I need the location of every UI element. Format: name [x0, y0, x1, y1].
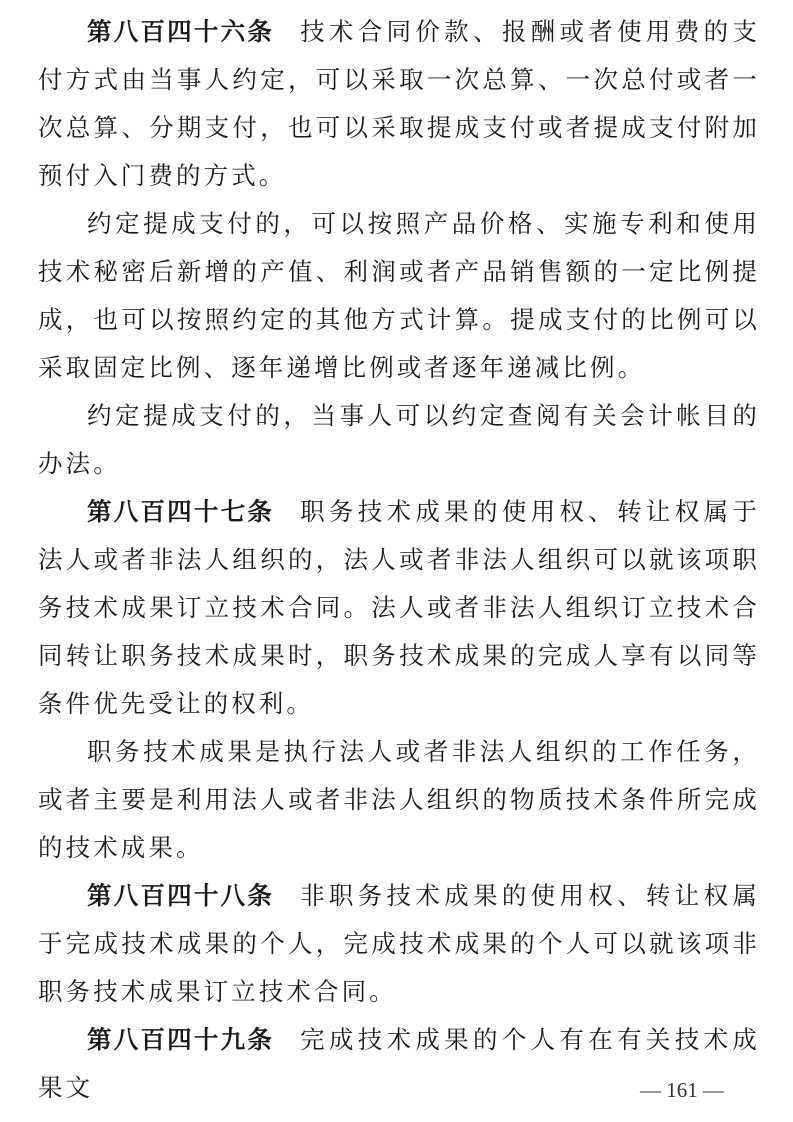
paragraph-account-inspection [38, 392, 760, 488]
paragraph-commission-payment [38, 200, 760, 392]
page-number: — 161 — [640, 1078, 724, 1102]
paragraph-text: 约定提成支付的，可以按照产品价格、实施专利和使用技术秘密后新增的产值、利润或者产品销售额的一定比例提成，也可以按照约定的其他方式计算。提成支付的比例可以采取固定比例、逐年递增比例或者逐年递减比例。 [38, 209, 760, 382]
paragraph-text: 职务技术成果是执行法人或者非法人组织的工作任务，或者主要是利用法人或者非法人组织的物质技术条件所完成的技术成果。 [38, 737, 760, 862]
paragraph-article-848 [38, 872, 760, 1016]
paragraph-text: 非职务技术成果的使用权、转让权属于完成技术成果的个人，完成技术成果的个人可以就该项非职务技术成果订立技术合同。 [38, 881, 760, 1006]
article-number: 第八百四十八条 [87, 881, 275, 910]
paragraph-article-846 [38, 8, 760, 200]
paragraph-text: 完成技术成果的个人有在有关技术成果文 [38, 1025, 760, 1102]
paragraph-text: 约定提成支付的，当事人可以约定查阅有关会计帐目的办法。 [38, 401, 760, 478]
paragraph-service-achievement-definition [38, 728, 760, 872]
paragraph-article-847 [38, 488, 760, 728]
paragraph-text: 技术合同价款、报酬或者使用费的支付方式由当事人约定，可以采取一次总算、一次总付或者一次总算、分期支付，也可以采取提成支付或者提成支付附加预付入门费的方式。 [38, 17, 760, 190]
paragraph-text: 职务技术成果的使用权、转让权属于法人或者非法人组织的，法人或者非法人组织可以就该项职务技术成果订立技术合同。法人或者非法人组织订立技术合同转让职务技术成果时，职务技术成果的完成人享有以同等条件优先受让的权利。 [38, 497, 760, 718]
article-number: 第八百四十六条 [87, 17, 275, 46]
article-number: 第八百四十九条 [87, 1025, 275, 1054]
document-page [38, 8, 760, 1112]
article-number: 第八百四十七条 [87, 497, 275, 526]
